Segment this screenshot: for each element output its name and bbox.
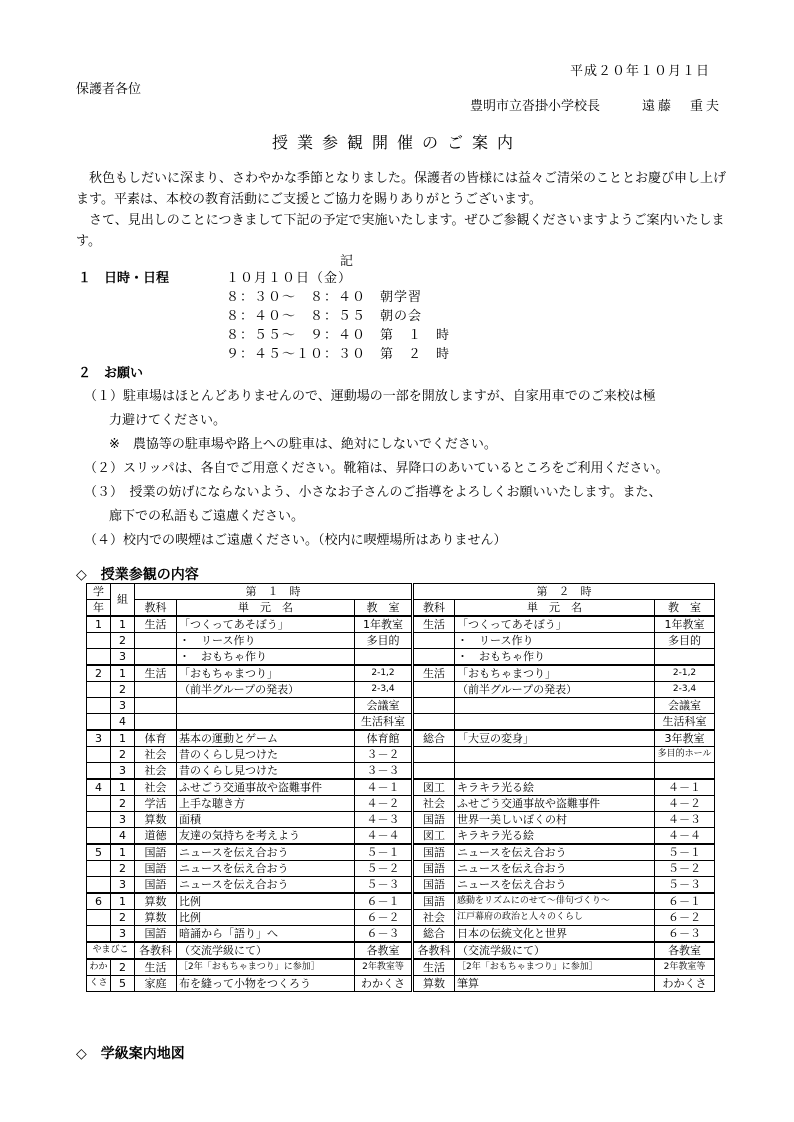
cell-grade (87, 682, 111, 698)
cell-class: 2 (111, 747, 135, 763)
cell-subject2: 総合 (413, 730, 455, 747)
cell-room1: 2-3,4 (355, 682, 413, 698)
table-row (87, 877, 715, 894)
cell-subject1: 生活 (135, 616, 177, 633)
request-item: （３） 授業の妨げにならないよう、小さなお子さんのご指導をよろしくお願いいたします。また、 (84, 485, 662, 500)
cell-unit2: 「大豆の変身」 (455, 730, 655, 747)
cell-room1 (355, 649, 413, 666)
cell-class: 2 (111, 959, 135, 976)
cell-unit2: 「つくってあそぼう」 (455, 616, 655, 633)
purpose-paragraph: さて、見出しのことにつきまして下記の予定で実施いたします。ぜひご参観くださいますようご案内いたします。 (76, 213, 725, 249)
cell-room2 (655, 649, 715, 666)
cell-class: 4 (111, 828, 135, 845)
cell-unit1: 比例 (177, 910, 355, 926)
header-subject: 教科 (135, 600, 177, 617)
request-item: （１）駐車場はほとんどありませんので、運動場の一部を開放しますが、自家用車でのご来校は極 (84, 389, 656, 404)
cell-subject1 (135, 649, 177, 666)
cell-class: 2 (111, 682, 135, 698)
cell-subject2: 国語 (413, 893, 455, 910)
cell-unit1: ニュースを伝え合おう (177, 861, 355, 877)
cell-grade (87, 747, 111, 763)
table-row-yamabiko (87, 942, 715, 959)
header-room: 教 室 (655, 600, 715, 617)
cell-unit2: （前半グループの発表） (455, 682, 655, 698)
table-row (87, 714, 715, 731)
cell-room2: ５－１ (655, 844, 715, 861)
cell-grade (87, 877, 111, 894)
cell-room2: ４－４ (655, 828, 715, 845)
cell-unit2: 「おもちゃまつり」 (455, 665, 655, 682)
cell-grade: 1 (87, 616, 111, 633)
table-row (87, 665, 715, 682)
table-row (87, 747, 715, 763)
cell-unit2: ふせごう交通事故や盗難事件 (455, 796, 655, 812)
cell-subject2 (413, 682, 455, 698)
cell-unit1: 比例 (177, 893, 355, 910)
request-item: （２）スリッパは、各自でご用意ください。靴箱は、昇降口のあいているところをご利用ください。 (84, 461, 669, 476)
cell-subject1: 道徳 (135, 828, 177, 845)
cell-yamabiko: 各教科 (135, 942, 177, 959)
table-row-wakakusa (87, 976, 715, 992)
cell-room1: ５－３ (355, 877, 413, 894)
cell-class: 2 (111, 910, 135, 926)
request-item: 廊下での私語もご遠慮ください。 (96, 509, 305, 524)
cell-grade (87, 926, 111, 943)
request-item: ※ 農協等の駐車場や路上への駐車は、絶対にしないでください。 (96, 437, 497, 452)
cell-class: 1 (111, 779, 135, 796)
cell-grade (87, 763, 111, 780)
cell-subject2: 算数 (413, 976, 455, 992)
cell-room1: 多目的 (355, 633, 413, 649)
cell-subject2: 国語 (413, 844, 455, 861)
cell-class: 2 (111, 796, 135, 812)
cell-room1: 会議室 (355, 698, 413, 714)
header-unit: 単 元 名 (455, 600, 655, 617)
cell-room2: ４－２ (655, 796, 715, 812)
cell-class: 3 (111, 763, 135, 780)
schedule-row: ８：３０～ ８：４０ 朝学習 (226, 290, 423, 305)
cell-room2: ６－２ (655, 910, 715, 926)
cell-room2: 2-1,2 (655, 665, 715, 682)
cell-class-yamabiko: やまびこ (87, 942, 135, 959)
cell-subject1: 算数 (135, 812, 177, 828)
cell-room1: わかくさ (355, 976, 413, 992)
cell-subject1: 体育 (135, 730, 177, 747)
cell-unit2: ニュースを伝え合おう (455, 861, 655, 877)
cell-room1: ３－３ (355, 763, 413, 780)
cell-unit2: キラキラ光る絵 (455, 828, 655, 845)
header-class: 組 (111, 584, 135, 617)
addressee: 保護者各位 (76, 82, 142, 97)
cell-grade: 2 (87, 665, 111, 682)
cell-unit2: 感動をリズムにのせて～俳句づくり～ (455, 893, 655, 910)
cell-subject1: 国語 (135, 861, 177, 877)
cell-subject2: 生活 (413, 959, 455, 976)
cell-room2: ５－２ (655, 861, 715, 877)
cell-subject1: 国語 (135, 877, 177, 894)
cell-room2: 多目的 (655, 633, 715, 649)
cell-unit2 (455, 714, 655, 731)
header-grade-2: 年 (87, 600, 111, 617)
cell-subject2 (413, 633, 455, 649)
cell-room1: 2年教室等 (355, 959, 413, 976)
cell-class: 3 (111, 698, 135, 714)
table-row (87, 844, 715, 861)
cell-room2: ６－１ (655, 893, 715, 910)
table-row (87, 649, 715, 666)
cell-room1: ４－３ (355, 812, 413, 828)
cell-unit1: ニュースを伝え合おう (177, 877, 355, 894)
cell-unit2 (455, 763, 655, 780)
cell-unit2: 江戸幕府の政治と人々のくらし (455, 910, 655, 926)
cell-room2: ４－３ (655, 812, 715, 828)
cell-yamabiko: 各教科 (413, 942, 455, 959)
cell-grade (87, 649, 111, 666)
cell-subject1: 学活 (135, 796, 177, 812)
cell-subject2: 生活 (413, 616, 455, 633)
map-heading: ◇ 学級案内地図 (76, 1046, 185, 1062)
cell-unit2: 世界一美しいぼくの村 (455, 812, 655, 828)
table-row-wakakusa (87, 959, 715, 976)
cell-unit1: 上手な聴き方 (177, 796, 355, 812)
cell-room2: 多目的ホール (655, 747, 715, 763)
cell-room2: 会議室 (655, 698, 715, 714)
cell-subject1: 国語 (135, 844, 177, 861)
cell-grade (87, 714, 111, 731)
document-title: 授業参観開催のご案内 (271, 133, 522, 152)
cell-unit2: 日本の伝統文化と世界 (455, 926, 655, 943)
cell-subject2: 国語 (413, 861, 455, 877)
cell-yamabiko: （交流学級にて） (455, 942, 655, 959)
cell-room1: ６－３ (355, 926, 413, 943)
cell-unit1: 昔のくらし見つけた (177, 763, 355, 780)
cell-subject1: 社会 (135, 779, 177, 796)
cell-class: 3 (111, 649, 135, 666)
cell-unit1: ふせごう交通事故や盗難事件 (177, 779, 355, 796)
document-date: 平成２０年１０月１日 (570, 64, 711, 79)
cell-subject2: 社会 (413, 796, 455, 812)
cell-unit1: 「おもちゃまつり」 (177, 665, 355, 682)
cell-unit2: ・ リース作り (455, 633, 655, 649)
table-row (87, 616, 715, 633)
ki-mark: 記 (340, 254, 354, 269)
header-period2: 第 ２ 時 (413, 584, 715, 600)
section-heading-datetime: １ 日時・日程 (78, 271, 170, 286)
cell-yamabiko: 各教室 (355, 942, 413, 959)
sender-name: 遠藤 重夫 (642, 99, 723, 114)
cell-class: 2 (111, 861, 135, 877)
cell-unit2: キラキラ光る絵 (455, 779, 655, 796)
schedule-row: ８：５５～ ９：４０ 第 １ 時 (226, 328, 451, 343)
cell-room1: ４－２ (355, 796, 413, 812)
greeting-paragraph: 秋色もしだいに深まり、さわやかな季節となりました。保護者の皆様には益々ご清栄のこととお慶び申し上げます。平素は、本校の教育活動にご支援とご協力を賜りありがとうございます。 (76, 171, 727, 207)
cell-subject1 (135, 633, 177, 649)
cell-grade (87, 698, 111, 714)
cell-subject1 (135, 698, 177, 714)
cell-grade: 3 (87, 730, 111, 747)
cell-unit2 (455, 698, 655, 714)
cell-room1: ４－１ (355, 779, 413, 796)
cell-unit1: 昔のくらし見つけた (177, 747, 355, 763)
cell-room2: 2-3,4 (655, 682, 715, 698)
cell-room1: ４－４ (355, 828, 413, 845)
cell-unit1: 友達の気持ちを考えよう (177, 828, 355, 845)
cell-class: 1 (111, 616, 135, 633)
cell-unit1: 基本の運動とゲーム (177, 730, 355, 747)
header-grade: 学 (87, 584, 111, 600)
cell-subject2: 総合 (413, 926, 455, 943)
cell-room1: 体育館 (355, 730, 413, 747)
header-unit: 単 元 名 (177, 600, 355, 617)
cell-room2: 1年教室 (655, 616, 715, 633)
table-row (87, 698, 715, 714)
cell-subject2 (413, 747, 455, 763)
cell-yamabiko: 各教室 (655, 942, 715, 959)
table-row (87, 730, 715, 747)
cell-class: 2 (111, 633, 135, 649)
cell-class: 3 (111, 926, 135, 943)
cell-grade (87, 861, 111, 877)
cell-unit2: ニュースを伝え合おう (455, 877, 655, 894)
cell-unit2: ［2年「おもちゃまつり」に参加］ (455, 959, 655, 976)
cell-subject2: 国語 (413, 812, 455, 828)
cell-grade (87, 828, 111, 845)
request-item: （４）校内での喫煙はご遠慮ください。（校内に喫煙場所はありません） (84, 533, 507, 548)
cell-grade: くさ (87, 976, 111, 992)
cell-unit1: ・ リース作り (177, 633, 355, 649)
cell-subject1: 算数 (135, 893, 177, 910)
schedule-row: ８：４０～ ８：５５ 朝の会 (226, 309, 423, 324)
cell-subject1 (135, 714, 177, 731)
cell-yamabiko: （交流学級にて） (177, 942, 355, 959)
cell-unit2: ニュースを伝え合おう (455, 844, 655, 861)
table-row (87, 682, 715, 698)
sender-school: 豊明市立沓掛小学校長 (470, 99, 601, 114)
cell-room2: 生活科室 (655, 714, 715, 731)
cell-unit1 (177, 714, 355, 731)
cell-subject1: 家庭 (135, 976, 177, 992)
cell-subject2 (413, 698, 455, 714)
cell-grade (87, 796, 111, 812)
cell-unit1: （前半グループの発表） (177, 682, 355, 698)
cell-room2: わかくさ (655, 976, 715, 992)
cell-unit2 (455, 747, 655, 763)
cell-subject1: 生活 (135, 665, 177, 682)
table-row (87, 893, 715, 910)
class-visit-table (86, 583, 715, 992)
cell-grade: 5 (87, 844, 111, 861)
cell-class: 1 (111, 665, 135, 682)
cell-grade: わか (87, 959, 111, 976)
cell-unit1: 布を縫って小物をつくろう (177, 976, 355, 992)
cell-subject2 (413, 714, 455, 731)
cell-unit2: 筆算 (455, 976, 655, 992)
cell-subject2 (413, 763, 455, 780)
cell-unit1: ・ おもちゃ作り (177, 649, 355, 666)
cell-class: 1 (111, 893, 135, 910)
cell-subject2 (413, 649, 455, 666)
header-room: 教 室 (355, 600, 413, 617)
cell-class: 3 (111, 877, 135, 894)
cell-class: 5 (111, 976, 135, 992)
table-row (87, 910, 715, 926)
cell-subject1: 生活 (135, 959, 177, 976)
cell-room1: ３－２ (355, 747, 413, 763)
cell-subject1: 算数 (135, 910, 177, 926)
cell-room2: 2年教室等 (655, 959, 715, 976)
cell-room2 (655, 763, 715, 780)
cell-room2: ６－３ (655, 926, 715, 943)
cell-subject2: 国語 (413, 877, 455, 894)
cell-room2: ４－１ (655, 779, 715, 796)
header-period1: 第 １ 時 (135, 584, 413, 600)
cell-unit1: 面積 (177, 812, 355, 828)
cell-unit1: 暗誦から「語り」へ (177, 926, 355, 943)
table-row (87, 633, 715, 649)
table-row (87, 779, 715, 796)
cell-room1: 1年教室 (355, 616, 413, 633)
cell-subject1: 社会 (135, 763, 177, 780)
cell-room1: 2-1,2 (355, 665, 413, 682)
cell-grade: 6 (87, 893, 111, 910)
cell-room2: ５－３ (655, 877, 715, 894)
cell-subject2: 社会 (413, 910, 455, 926)
cell-class: 4 (111, 714, 135, 731)
cell-room1: ６－１ (355, 893, 413, 910)
table-row (87, 796, 715, 812)
cell-room1: ５－２ (355, 861, 413, 877)
cell-room1: 生活科室 (355, 714, 413, 731)
table-row (87, 926, 715, 943)
cell-room1: ６－２ (355, 910, 413, 926)
cell-grade (87, 633, 111, 649)
cell-subject2: 図工 (413, 828, 455, 845)
cell-grade (87, 812, 111, 828)
table-row (87, 861, 715, 877)
cell-subject1 (135, 682, 177, 698)
cell-room1: ５－１ (355, 844, 413, 861)
cell-unit1: ニュースを伝え合おう (177, 844, 355, 861)
table-row (87, 763, 715, 780)
cell-unit1: ［2年「おもちゃまつり」に参加］ (177, 959, 355, 976)
event-date: １０月１０日（金） (226, 271, 353, 286)
cell-subject1: 社会 (135, 747, 177, 763)
cell-unit1 (177, 698, 355, 714)
cell-unit2: ・ おもちゃ作り (455, 649, 655, 666)
cell-unit1: 「つくってあそぼう」 (177, 616, 355, 633)
header-subject: 教科 (413, 600, 455, 617)
cell-grade (87, 910, 111, 926)
schedule-row: ９：４５～１０：３０ 第 ２ 時 (226, 347, 451, 362)
cell-subject2: 生活 (413, 665, 455, 682)
schedule-table-heading: ◇ 授業参観の内容 (76, 567, 199, 583)
table-row (87, 828, 715, 845)
request-item: 力避けてください。 (96, 413, 227, 428)
cell-subject1: 国語 (135, 926, 177, 943)
cell-subject2: 図工 (413, 779, 455, 796)
cell-grade: 4 (87, 779, 111, 796)
cell-class: 3 (111, 812, 135, 828)
section-heading-requests: ２ お願い (78, 366, 144, 381)
cell-class: 1 (111, 844, 135, 861)
cell-room2: 3年教室 (655, 730, 715, 747)
table-row (87, 812, 715, 828)
cell-class: 1 (111, 730, 135, 747)
